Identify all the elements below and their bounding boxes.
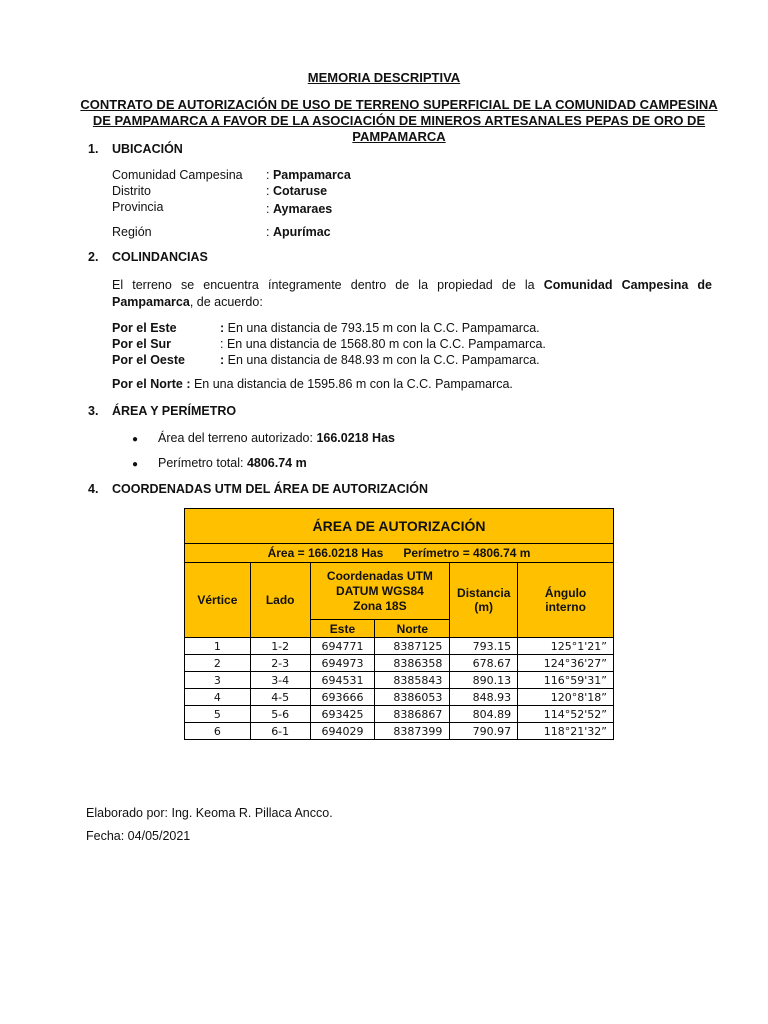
section-4-heading [88,482,428,496]
table-title-row [185,509,614,544]
colindancia-oeste-text: : En una distancia de 848.93 m con la C.C. Pampamarca. [220,353,540,367]
elaborado-por: Elaborado por: Ing. Keoma R. Pillaca Ancco. [86,806,333,820]
area-bullet-item: ● Área del terreno autorizado: 166.0218 Has [132,431,395,445]
table-header-row [185,563,614,620]
colindancia-este-label: Por el Este [112,321,177,335]
table-summary [185,544,614,563]
table-summary-row [185,544,614,563]
table-title: ÁREA DE AUTORIZACIÓN [185,509,614,544]
ubicacion-value-region: : Apurímac [266,225,331,239]
document-title: MEMORIA DESCRIPTIVA [307,70,461,85]
section-1-heading [88,142,183,156]
header-vertice: Vértice [185,563,251,638]
colindancia-sur-label: Por el Sur [112,337,172,351]
header-distancia: Distancia (m) [450,563,518,638]
section-2-heading [88,250,208,264]
table-row: 5 5-6 693425 8386867 804.89 114°52'52” [185,706,614,723]
header-norte: Norte [375,620,450,638]
section-title: ÁREA Y PERÍMETRO [112,404,237,418]
section-3-heading [88,404,236,418]
header-este: Este [310,620,375,638]
table-perimetro: Perímetro = 4806.74 m [403,546,531,560]
colindancia-este-text: : En una distancia de 793.15 m con la C.C. Pampamarca. [220,321,540,335]
ubicacion-value-provincia: : Aymaraes [266,202,333,216]
document-subtitle: CONTRATO DE AUTORIZACIÓN DE USO DE TERRENO SUPERFICIAL DE LA COMUNIDAD CAMPESINA DE PAMPAMARCA A FAVOR DE LA ASOCIACIÓN DE MINEROS ARTESANALES PEPAS DE ORO DE PAMPAMARCA [80,97,718,144]
table-row: 4 4-5 693666 8386053 848.93 120°8'18” [185,689,614,706]
section-number: 3. [88,404,99,418]
section-number: 1. [88,142,99,156]
utm-coordinates-table [184,508,614,740]
table-row: 6 6-1 694029 8387399 790.97 118°21'32” [185,723,614,740]
ubicacion-value-distrito: : Cotaruse [266,184,328,198]
colindancias-intro: El terreno se encuentra íntegramente dentro de la propiedad de la Comunidad Campesina de Pampamarca, de acuerdo: [112,278,712,309]
perimetro-bullet-item: ● Perímetro total: 4806.74 m [132,456,307,470]
fecha: Fecha: 04/05/2021 [86,829,191,843]
section-title: UBICACIÓN [112,142,183,156]
ubicacion-label-provincia: Provincia [112,200,164,214]
header-lado: Lado [250,563,310,638]
ubicacion-label-distrito: Distrito [112,184,151,198]
bullet-icon: ● [132,434,139,445]
section-number: 2. [88,250,99,264]
ubicacion-label-comunidad: Comunidad Campesina [112,168,243,182]
bullet-icon: ● [132,459,139,470]
table-row: 2 2-3 694973 8386358 678.67 124°36'27” [185,655,614,672]
ubicacion-value-comunidad: : Pampamarca [266,168,351,182]
table-row: 1 1-2 694771 8387125 793.15 125°1'21” [185,638,614,655]
header-coordenadas: Coordenadas UTM DATUM WGS84 Zona 18S [310,563,450,620]
table-row: 3 3-4 694531 8385843 890.13 116°59'31” [185,672,614,689]
ubicacion-label-region: Región [112,225,152,239]
section-number: 4. [88,482,99,496]
table-area: Área = 166.0218 Has [267,546,384,560]
colindancia-norte: Por el Norte : En una distancia de 1595.86 m con la C.C. Pampamarca. [112,377,513,391]
header-angulo: Ángulo interno [518,563,614,638]
section-title: COLINDANCIAS [112,250,208,264]
section-title: COORDENADAS UTM DEL ÁREA DE AUTORIZACIÓN [112,482,428,496]
colindancia-oeste-label: Por el Oeste [112,353,185,367]
colindancia-sur-text: : En una distancia de 1568.80 m con la C.C. Pampamarca. [220,337,546,351]
